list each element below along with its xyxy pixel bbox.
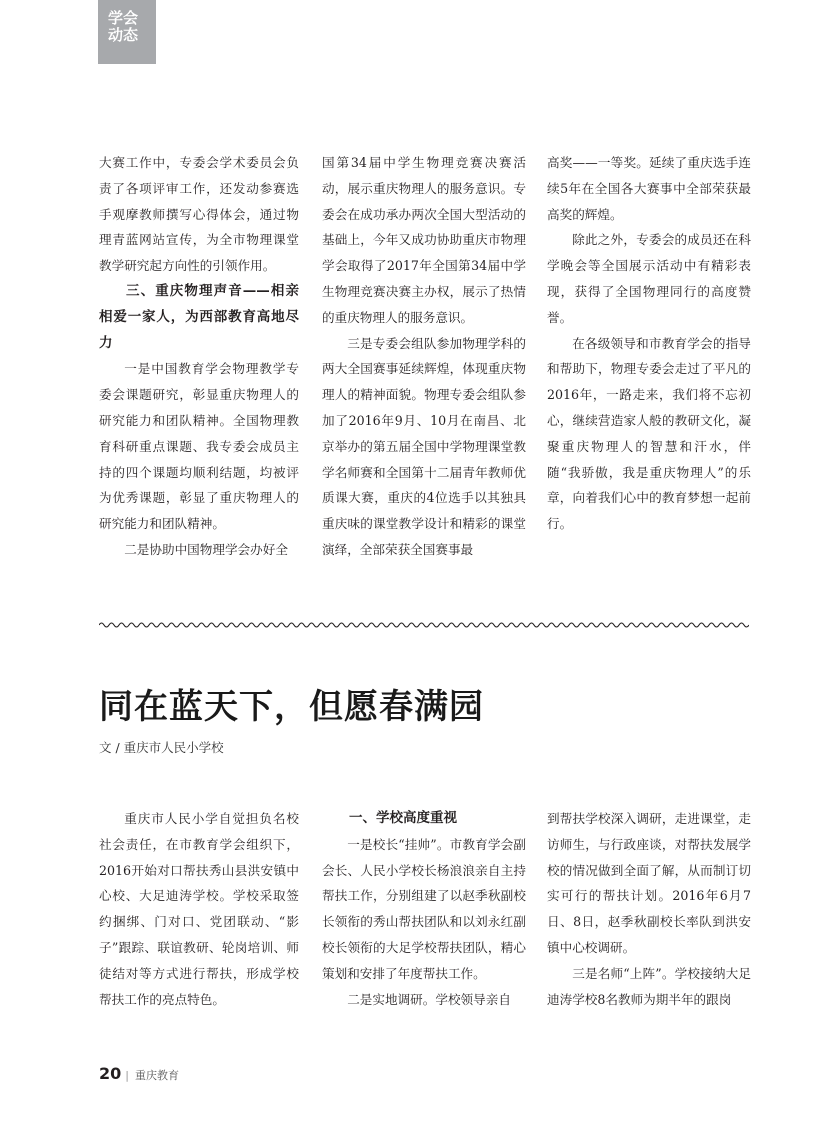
article-title: 同在蓝天下，但愿春满园 bbox=[99, 687, 484, 727]
paragraph: 三是名师“上阵”。学校接纳大足迪涛学校8名教师为期半年的跟岗 bbox=[547, 965, 751, 1007]
paragraph: 国第34届中学生物理竞赛决赛活动，展示重庆物理人的服务意识。专委会在成功承办两次全国大型活动的基础上，今年又成功协助重庆市物理学会取得了2017年全国第34届中学生物理竞赛决赛主办权，展示了热情的重庆物理人的服务意识。 bbox=[322, 155, 526, 325]
paragraph: 一是校长“挂帅”。市教育学会副会长、人民小学校长杨浪浪亲自主持帮扶工作，分别组建了以赵季秋副校长领衔的秀山帮扶团队和以刘永红副校长领衔的大足学校帮扶团队，精心策划和安排了年度帮扶工作。 bbox=[322, 836, 526, 981]
journal-name: 重庆教育 bbox=[134, 1069, 179, 1082]
paragraph: 二是实地调研。学校领导亲自 bbox=[347, 991, 511, 1007]
paragraph: 高奖——一等奖。延续了重庆选手连续5年在全国各大赛事中全部荣获最高奖的辉煌。 bbox=[547, 155, 751, 222]
page-footer: 20 | 重庆教育 bbox=[99, 1064, 179, 1083]
article1-column-2 bbox=[322, 150, 526, 563]
section-tag-line-1: 学会 bbox=[108, 9, 139, 27]
section-heading: 三、重庆物理声音——相亲相爱一家人，为西部教育高地尽力 bbox=[99, 282, 299, 351]
paragraph: 三是专委会组队参加物理学科的两大全国赛事延续辉煌，体现重庆物理人的精神面貌。物理专委会组队参加了2016年9月、10月在南昌、北京举办的第五届全国中学物理课堂教学名师赛和全国第十二届青年教师优质课大赛，重庆的4位选手以其独具重庆味的课堂教学设计和精彩的课堂演绎，全部荣获全国赛事最 bbox=[322, 335, 526, 557]
article1-column-3 bbox=[547, 150, 751, 537]
paragraph: 在各级领导和市教育学会的指导和帮助下，物理专委会走过了平凡的2016年，一路走来，我们将不忘初心，继续营造家人般的教研文化，凝聚重庆物理人的智慧和汗水，伴随“我骄傲，我是重庆物理人”的乐章，向着我们心中的教育梦想一起前行。 bbox=[547, 335, 751, 532]
article2-column-1 bbox=[99, 806, 299, 1012]
wavy-divider bbox=[99, 618, 749, 632]
paragraph: 二是协助中国物理学会办好全 bbox=[124, 541, 288, 557]
section-tag bbox=[98, 0, 156, 64]
article1-column-1 bbox=[99, 150, 299, 563]
paragraph: 一是中国教育学会物理教学专委会课题研究，彰显重庆物理人的研究能力和团队精神。全国物理教育科研重点课题、我专委会成员主持的四个课题均顺利结题，均被评为优秀课题，彰显了重庆物理人的研究能力和团队精神。 bbox=[99, 361, 299, 532]
section-heading: 一、学校高度重视 bbox=[349, 810, 457, 826]
paragraph: 大赛工作中，专委会学术委员会负责了各项评审工作，还发动参赛选手观摩教师撰写心得体会，通过物理青蓝网站宣传，为全市物理课堂教学研究起方向性的引领作用。 bbox=[99, 155, 299, 274]
paragraph: 重庆市人民小学自觉担负名校社会责任，在市教育学会组织下，2016开始对口帮扶秀山县洪安镇中心校、大足迪涛学校。学校采取签约捆绑、门对口、党团联动、“影子”跟踪、联谊教研、轮岗培训、师徒结对等方式进行帮扶，形成学校帮扶工作的亮点特色。 bbox=[99, 811, 299, 1007]
article2-column-2 bbox=[322, 806, 526, 1012]
article-byline: 文 / 重庆市人民小学校 bbox=[99, 740, 224, 755]
section-tag-line-2: 动态 bbox=[108, 26, 139, 44]
paragraph: 到帮扶学校深入调研，走进课堂，走访师生，与行政座谈，对帮扶发展学校的情况做到全面了解，从而制订切实可行的帮扶计划。2016年6月7日、8日，赵季秋副校长率队到洪安镇中心校调研。 bbox=[547, 811, 751, 955]
article2-column-3 bbox=[547, 806, 751, 1012]
paragraph: 除此之外，专委会的成员还在科学晚会等全国展示活动中有精彩表现，获得了全国物理同行的高度赞誉。 bbox=[547, 232, 751, 325]
page-number: 20 bbox=[99, 1064, 122, 1083]
